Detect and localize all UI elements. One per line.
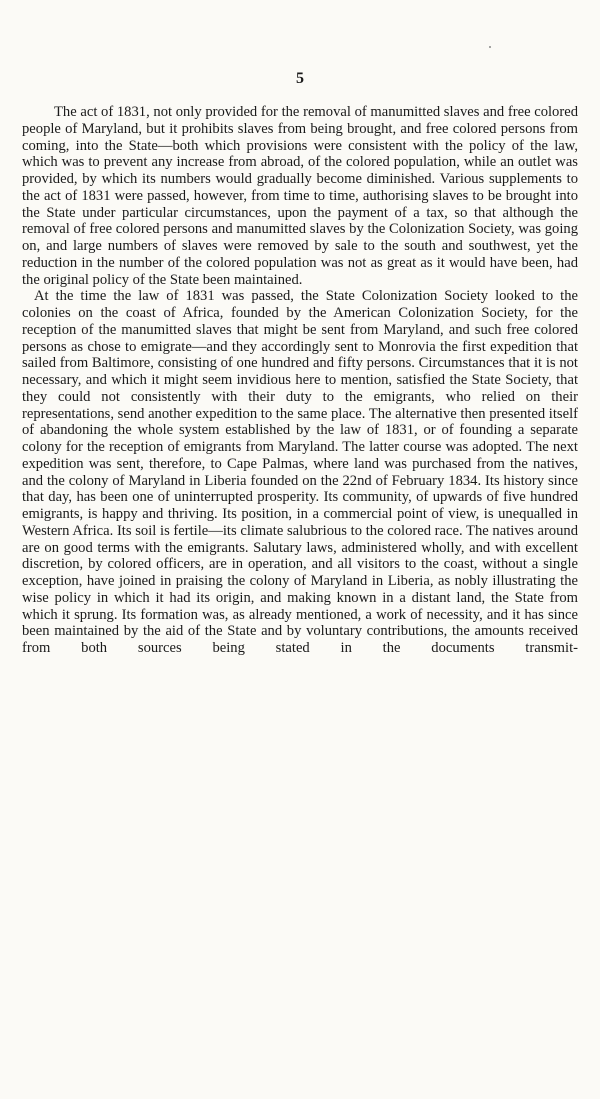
paragraph-colonization-society: At the time the law of 1831 was passed, the State Colonization Society looked to the colonies on the coast of Africa, founded by the American Colonization Society, for the reception of the manumitted slaves that might be sent from Maryland, and such free colored persons as chose to emigrate—and they accordingly sent to Monrovia the first expedition that sailed from Baltimore, consisting of one hundred and fifty persons. Circumstances that it is not necessary, and which it might seem invidious here to mention, satisfied the State Society, that they could not consistently with their duty to the emigrants, who relied on their representations, send another expedition to the same place. The alternative then presented itself of abandoning the whole system established by the law of 1831, or of founding a separate colony for the reception of emigrants from Maryland. The latter course was adopted. The next expedition was sent, therefore, to Cape Palmas, where land was purchased from the natives, and the colony of Maryland in Liberia founded on the 22nd of February 1834. Its history since that day, has been one of uninterrupted prosperity. Its community, of upwards of five hundred emigrants, is happy and thriving. Its position, in a commercial point of view, is unequalled in Western Africa. Its soil is fertile—its climate salubrious to the colored race. The natives around are on good terms with the emigrants. Salutary laws, administered wholly, and with excellent discretion, by colored officers, are in operation, and all visitors to the coast, without a single exception, have joined in praising the colony of Maryland in Liberia, as nobly illustrating the wise policy in which it had its origin, and making known in a distant land, the State from which it sprung. Its formation was, as already mentioned, a work of necessity, and it has since been maintained by the aid of the State and by voluntary contributions, the amounts received from both sources being stated in the documents transmit- — [22, 288, 578, 656]
paragraph-act-of-1831: The act of 1831, not only provided for the removal of manumitted slaves and free colored people of Maryland, but it prohibits slaves from being brought, and free colored persons from coming, into the State—both which provisions were consistent with the policy of the law, which was to prevent any increase from abroad, of the colored population, while an outlet was provided, by which its numbers would gradually become diminished. Various supplements to the act of 1831 were passed, however, from time to time, authorising slaves to be brought into the State under particular circumstances, upon the payment of a tax, so that although the removal of free colored persons and manumitted slaves by the Colonization Society, was going on, and large numbers of slaves were removed by sale to the south and southwest, yet the reduction in the number of the colored population was not as great as it would have been, had the original policy of the State been maintained. — [22, 104, 578, 288]
page-number: 5 — [296, 70, 304, 87]
paper-speck — [489, 46, 491, 48]
body-text — [22, 104, 578, 657]
